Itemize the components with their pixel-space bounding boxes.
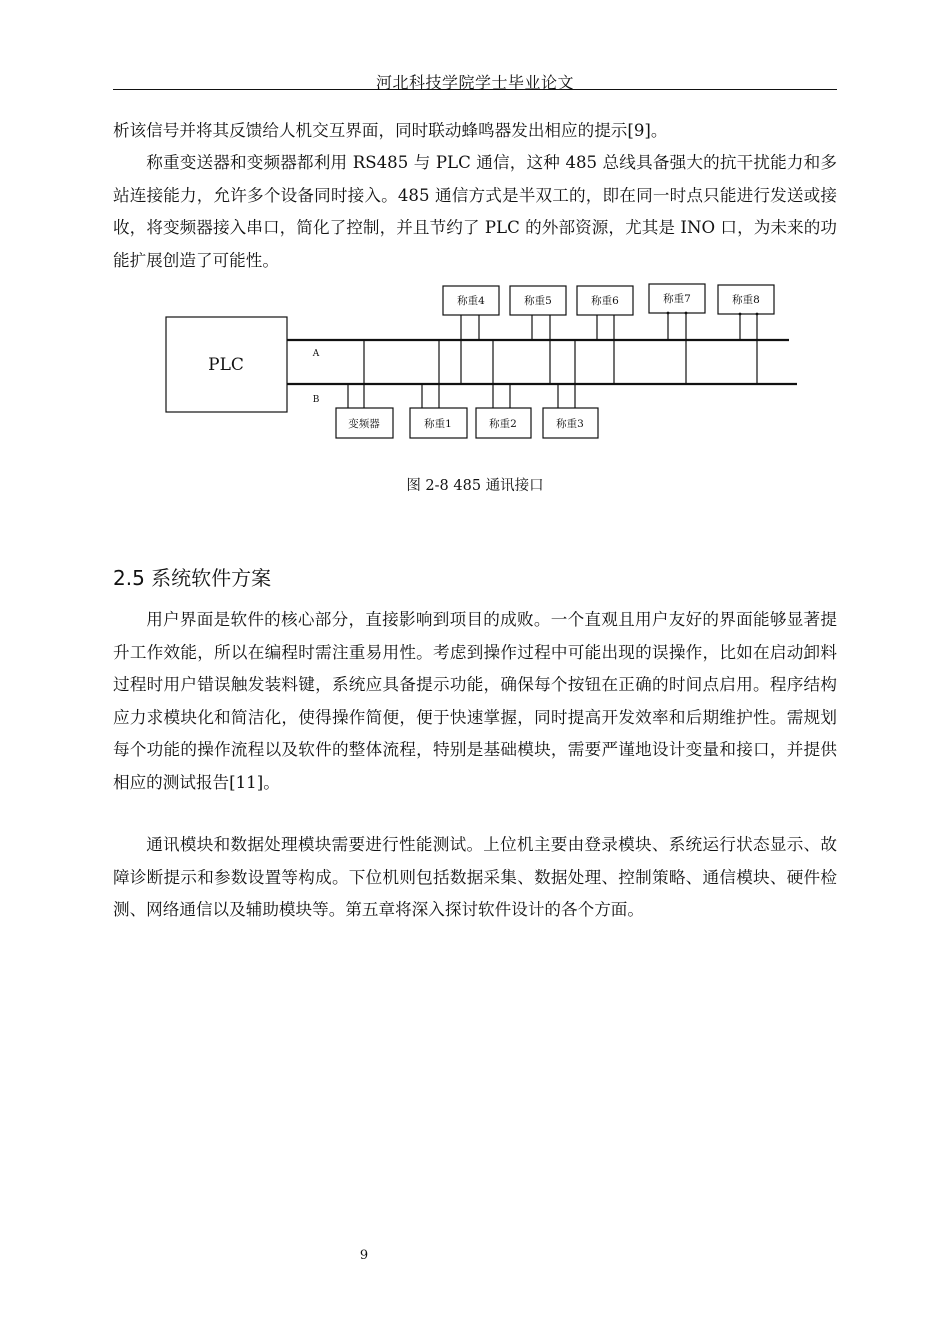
page-number: 9 (359, 1248, 369, 1263)
figure-caption: 图 2-8 485 通讯接口 (406, 478, 544, 494)
running-header: 河北科技学院学士毕业论文 (375, 73, 574, 92)
paragraph-ui-design: 用户界面是软件的核心部分，直接影响到项目的成败。一个直观且用户友好的界面能够显著提升工作效能，所以在编程时需注重易用性。考虑到操作过程中可能出现的误操作，比如在启动卸料过程时用户错误触发装料键，系统应具备提示功能，确保每个按钮在正确的时间点启用。程序结构应力求模块化和简洁化，使得操作简便，便于快速掌握，同时提高开发效率和后期维护性。需规划每个功能的操作流程以及软件的整体流程，特别是基础模块，需要严谨地设计变量和接口，并提供相应的测试报告[11]。 (113, 610, 837, 792)
section-heading: 2.5 系统软件方案 (113, 566, 272, 590)
device-label-bottom-3: 称重2 (489, 418, 517, 430)
plc-label: PLC (208, 355, 244, 375)
bus-label-b: B (312, 395, 320, 405)
device-label-top-5: 称重8 (732, 294, 760, 306)
figure-485-interface (0, 0, 950, 470)
device-label-top-4: 称重7 (663, 293, 691, 305)
device-label-top-3: 称重6 (591, 295, 619, 307)
paragraph-rs485: 称重变送器和变频器都利用 RS485 与 PLC 通信，这种 485 总线具备强大的抗干扰能力和多站连接能力，允许多个设备同时接入。485 通信方式是半双工的，即在同一时点只能进行发送或接收，将变频器接入串口，简化了控制，并且节约了 PLC 的外部资源，尤其是 INO 口，为未来的功能扩展创造了可能性。 (113, 153, 837, 270)
device-label-bottom-1: 变频器 (348, 418, 380, 430)
device-label-bottom-2: 称重1 (424, 418, 452, 430)
device-label-top-1: 称重4 (457, 295, 485, 307)
paragraph-continuation: 析该信号并将其反馈给人机交互界面，同时联动蜂鸣器发出相应的提示[9]。 (113, 121, 668, 140)
bus-label-a: A (312, 349, 320, 359)
paragraph-modules: 通讯模块和数据处理模块需要进行性能测试。上位机主要由登录模块、系统运行状态显示、故障诊断提示和参数设置等构成。下位机则包括数据采集、数据处理、控制策略、通信模块、硬件检测、网络通信以及辅助模块等。第五章将深入探讨软件设计的各个方面。 (113, 835, 837, 919)
device-label-bottom-4: 称重3 (556, 418, 584, 430)
device-label-top-2: 称重5 (524, 295, 552, 307)
